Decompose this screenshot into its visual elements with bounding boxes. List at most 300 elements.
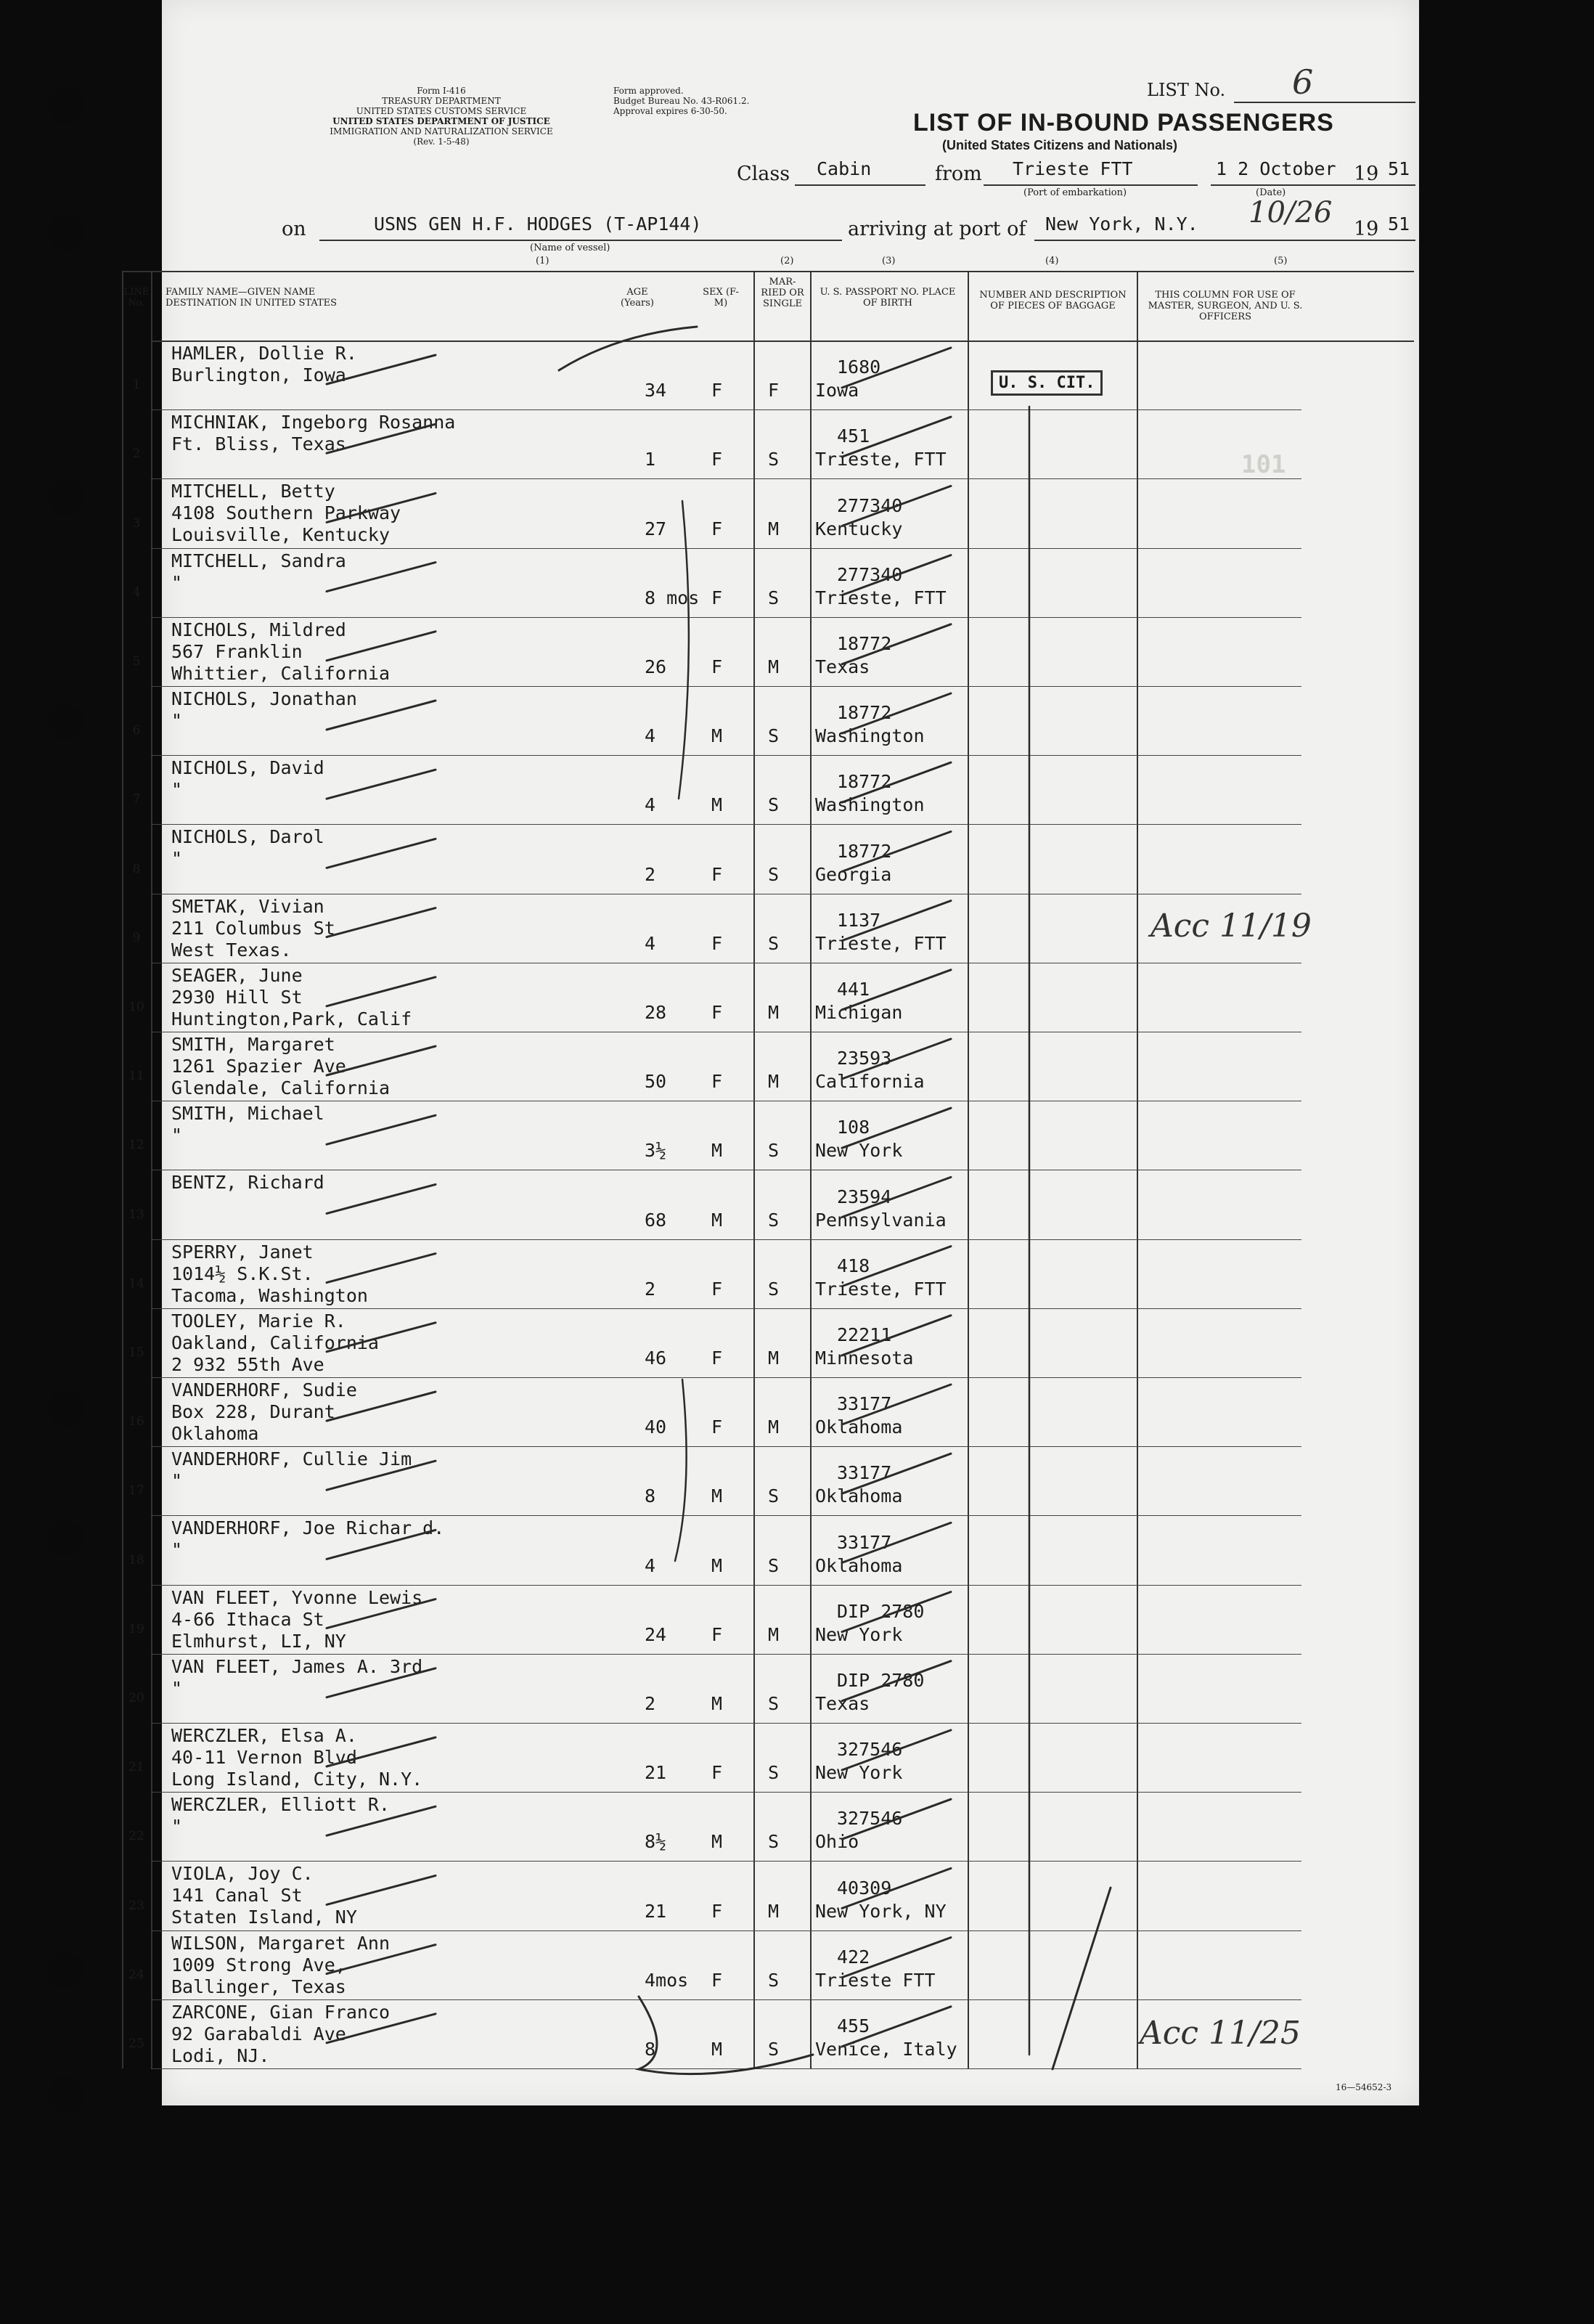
passenger-name: NICHOLS, Jonathan <box>171 688 357 709</box>
passport-number: 18772 <box>837 702 892 724</box>
table-row <box>122 1930 1414 1999</box>
from-label: from <box>935 163 982 185</box>
passenger-name: MITCHELL, Sandra <box>171 550 346 571</box>
marital-status: S <box>768 1831 780 1853</box>
passport-number: 33177 <box>837 1393 892 1415</box>
passenger-destination: 2930 Hill St <box>171 986 303 1008</box>
passenger-name: WERCZLER, Elsa A. <box>171 1725 357 1746</box>
sex: F <box>711 1900 723 1922</box>
list-no-label: LIST No. <box>1147 80 1226 100</box>
passenger-destination: Elmhurst, LI, NY <box>171 1630 346 1652</box>
revision-line: (Rev. 1-5-48) <box>413 136 470 147</box>
passenger-name: BENTZ, Richard <box>171 1172 324 1194</box>
age: 2 <box>645 1278 656 1300</box>
on-label: on <box>282 218 306 240</box>
passport-number: 1137 <box>837 909 881 931</box>
marital-status: S <box>768 2038 780 2060</box>
form-agency-block <box>282 86 601 147</box>
sex: M <box>711 725 723 747</box>
line-number: 22 <box>128 1829 144 1844</box>
passenger-destination: 4108 Southern Parkway <box>171 502 401 524</box>
marital-status: S <box>768 794 780 816</box>
class-label: Class <box>737 163 790 185</box>
document-title: LIST OF IN-BOUND PASSENGERS <box>913 109 1334 136</box>
passenger-destination: " <box>171 1470 183 1492</box>
line-number: 11 <box>128 1069 144 1084</box>
passenger-destination: " <box>171 1539 183 1561</box>
age: 50 <box>645 1071 667 1093</box>
place-of-birth: New York, NY <box>815 1900 947 1922</box>
passenger-name: SMITH, Margaret <box>171 1034 335 1055</box>
table-row <box>122 1170 1414 1239</box>
place-of-birth: Georgia <box>815 863 892 885</box>
passenger-destination: Lodi, NJ. <box>171 2044 270 2066</box>
place-of-birth: Minnesota <box>815 1347 914 1369</box>
passenger-destination: Whittier, California <box>171 662 391 684</box>
sex: F <box>711 380 723 401</box>
place-of-birth: Pennsylvania <box>815 1209 947 1231</box>
passenger-destination: " <box>171 1125 183 1146</box>
passenger-destination: " <box>171 848 183 870</box>
line-number: 6 <box>132 723 141 738</box>
line-number: 16 <box>128 1414 144 1430</box>
sex: M <box>711 1692 723 1714</box>
line-number: 18 <box>128 1552 144 1567</box>
line-number: 12 <box>128 1138 144 1153</box>
port-caption: (Port of embarkation) <box>1023 187 1127 198</box>
sex: F <box>711 1278 723 1300</box>
passenger-name: MICHNIAK, Ingeborg Rosanna <box>171 412 456 433</box>
table-row <box>122 1446 1414 1515</box>
place-of-birth: Oklahoma <box>815 1554 903 1576</box>
age: 4 <box>645 1554 656 1576</box>
sex: F <box>711 1416 723 1438</box>
passenger-destination: 1009 Strong Ave, <box>171 1954 346 1976</box>
line-number: 9 <box>132 930 141 945</box>
passport-number: 33177 <box>837 1462 892 1484</box>
col-header-passport: U. S. PASSPORT NO. PLACE OF BIRTH <box>820 287 956 309</box>
arrival-port: New York, N.Y. <box>1045 213 1198 235</box>
marital-status: S <box>768 1554 780 1576</box>
passenger-destination: 141 Canal St <box>171 1885 303 1907</box>
passenger-name: VANDERHORF, Cullie Jim <box>171 1448 412 1470</box>
passenger-destination: Staten Island, NY <box>171 1907 357 1928</box>
place-of-birth: Trieste FTT <box>815 1969 936 1991</box>
age: 1 <box>645 449 656 470</box>
year-value: 51 <box>1388 158 1410 179</box>
table-row <box>122 1792 1414 1861</box>
line-number: 1 <box>132 378 141 393</box>
sex: F <box>711 587 723 608</box>
passenger-destination: West Texas. <box>171 939 292 961</box>
vessel-caption: (Name of vessel) <box>530 242 610 253</box>
binder-hole <box>48 704 84 741</box>
sex: F <box>711 1969 723 1991</box>
officer-annotation: Acc 11/19 <box>1150 908 1312 945</box>
passenger-destination: 1014½ S.K.St. <box>171 1263 314 1284</box>
marital-status: M <box>768 1900 780 1922</box>
marital-status: S <box>768 587 780 608</box>
place-of-birth: Oklahoma <box>815 1485 903 1507</box>
passenger-destination: " <box>171 1677 183 1699</box>
table-row <box>122 1515 1414 1584</box>
passport-number: 441 <box>837 978 870 1000</box>
sex: F <box>711 1001 723 1023</box>
passenger-name: VAN FLEET, James A. 3rd <box>171 1655 423 1677</box>
document-subtitle: (United States Citizens and Nationals) <box>942 138 1178 152</box>
sex: F <box>711 863 723 885</box>
passport-number: 23593 <box>837 1048 892 1069</box>
sex: M <box>711 1140 723 1162</box>
passport-number: 108 <box>837 1117 870 1138</box>
line-number: 15 <box>128 1345 144 1360</box>
age: 21 <box>645 1900 667 1922</box>
marital-status: S <box>768 449 780 470</box>
class-value: Cabin <box>817 158 872 179</box>
passenger-name: ZARCONE, Gian Franco <box>171 2001 391 2023</box>
passenger-name: VIOLA, Joy C. <box>171 1863 314 1885</box>
marital-status: S <box>768 1209 780 1231</box>
row-rule <box>151 2068 1301 2069</box>
passport-number: 327546 <box>837 1808 903 1830</box>
year-prefix: 19 <box>1354 163 1379 185</box>
binder-hole <box>48 87 84 123</box>
marital-status: M <box>768 1416 780 1438</box>
sex: M <box>711 1209 723 1231</box>
place-of-birth: New York <box>815 1140 903 1162</box>
line-number: 19 <box>128 1621 144 1636</box>
passenger-name: NICHOLS, Darol <box>171 826 324 848</box>
marital-status: M <box>768 518 780 539</box>
line-number: 3 <box>132 515 141 531</box>
col-index: (4) <box>1045 256 1059 266</box>
marital-status: S <box>768 863 780 885</box>
table-row <box>122 617 1414 686</box>
line-number: 14 <box>128 1276 144 1291</box>
passport-number: 33177 <box>837 1531 892 1553</box>
passport-number: 18772 <box>837 632 892 654</box>
vessel-name: USNS GEN H.F. HODGES (T-AP144) <box>374 213 702 235</box>
col-header-sex: SEX (F-M) <box>703 287 739 309</box>
year-value-2: 51 <box>1388 213 1410 235</box>
place-of-birth: Iowa <box>815 380 859 401</box>
passenger-destination: Long Island, City, N.Y. <box>171 1769 423 1790</box>
age: 3½ <box>645 1140 667 1162</box>
agency-line: UNITED STATES DEPARTMENT OF JUSTICE <box>332 116 550 126</box>
line-number: 2 <box>132 447 141 462</box>
passenger-name: VANDERHORF, Sudie <box>171 1379 357 1400</box>
place-of-birth: Washington <box>815 725 925 747</box>
table-row <box>122 478 1414 547</box>
table-row <box>122 1723 1414 1792</box>
passenger-destination: 4-66 Ithaca St <box>171 1608 324 1630</box>
sex: M <box>711 2038 723 2060</box>
passenger-destination: Ballinger, Texas <box>171 1976 346 1997</box>
passenger-destination: 211 Columbus St <box>171 917 335 939</box>
passenger-destination: 40-11 Vernon Blvd <box>171 1747 357 1768</box>
date-value: 1 2 October <box>1216 158 1336 179</box>
passport-number: 455 <box>837 2015 870 2036</box>
place-of-birth: Ohio <box>815 1831 859 1853</box>
table-row <box>122 1101 1414 1170</box>
age: 8 <box>645 2038 656 2060</box>
marital-status: S <box>768 1969 780 1991</box>
list-no-underline <box>1234 102 1415 103</box>
line-number: 5 <box>132 653 141 669</box>
marital-status: M <box>768 1001 780 1023</box>
passport-number: 422 <box>837 1946 870 1968</box>
table-row <box>122 1861 1414 1930</box>
place-of-birth: Venice, Italy <box>815 2038 957 2060</box>
arriving-label: arriving at port of <box>848 218 1026 240</box>
marital-status: S <box>768 1278 780 1300</box>
col-index: (3) <box>882 256 896 266</box>
us-citizen-stamp: U. S. CIT. <box>991 370 1103 396</box>
col-header-officers: THIS COLUMN FOR USE OF MASTER, SURGEON, AND U. S. OFFICERS <box>1148 290 1303 322</box>
place-of-birth: Michigan <box>815 1001 903 1023</box>
line-number: 7 <box>132 792 141 807</box>
age: 2 <box>645 863 656 885</box>
binder-hole <box>48 1521 84 1557</box>
place-of-birth: Trieste, FTT <box>815 1278 947 1300</box>
marital-status: M <box>768 1071 780 1093</box>
col-index: (2) <box>780 256 794 266</box>
table-row <box>122 755 1414 824</box>
passenger-destination: Louisville, Kentucky <box>171 524 391 546</box>
passenger-name: SMETAK, Vivian <box>171 895 324 917</box>
from-value: Trieste FTT <box>1013 158 1133 179</box>
passport-number: 40309 <box>837 1877 892 1899</box>
sex: F <box>711 1762 723 1784</box>
marital-status: M <box>768 1347 780 1369</box>
marital-status: F <box>768 380 780 401</box>
place-of-birth: New York <box>815 1623 903 1645</box>
approval-line: Budget Bureau No. 43-R061.2. <box>613 96 750 106</box>
passenger-destination: Burlington, Iowa <box>171 364 346 386</box>
table-row <box>122 686 1414 755</box>
passenger-destination: " <box>171 571 183 593</box>
passenger-destination: 92 Garabaldi Ave <box>171 2023 346 2044</box>
age: 8½ <box>645 1831 667 1853</box>
marital-status: S <box>768 932 780 954</box>
marital-status: M <box>768 656 780 677</box>
age: 46 <box>645 1347 667 1369</box>
marital-status: S <box>768 1692 780 1714</box>
col-index: (1) <box>536 256 549 266</box>
line-number: 10 <box>128 999 144 1014</box>
age: 4 <box>645 794 656 816</box>
passenger-destination: 567 Franklin <box>171 640 303 662</box>
col-header-married: MAR- RIED OR SINGLE <box>761 277 804 309</box>
year-prefix-2: 19 <box>1354 218 1379 240</box>
line-number: 8 <box>132 861 141 876</box>
age: 4 <box>645 932 656 954</box>
table-row <box>122 341 1414 409</box>
approval-line: Approval expires 6-30-50. <box>613 106 727 116</box>
sex: M <box>711 1554 723 1576</box>
sex: F <box>711 656 723 677</box>
binder-hole <box>48 1390 84 1427</box>
passenger-table <box>122 271 1414 2068</box>
table-row <box>122 1239 1414 1308</box>
passenger-destination: " <box>171 710 183 731</box>
col-header-baggage: NUMBER AND DESCRIPTION OF PIECES OF BAGGAGE <box>979 290 1127 311</box>
binder-hole <box>48 2076 84 2113</box>
age: 8 mos <box>645 587 700 608</box>
sex: M <box>711 1485 723 1507</box>
passenger-destination: " <box>171 1816 183 1838</box>
passport-number: 18772 <box>837 840 892 862</box>
passenger-destination: " <box>171 779 183 801</box>
passport-number: 1680 <box>837 356 881 378</box>
agency-line: IMMIGRATION AND NATURALIZATION SERVICE <box>330 126 553 136</box>
approval-line: Form approved. <box>613 86 684 96</box>
sex: F <box>711 1071 723 1093</box>
date-underline <box>1211 184 1415 186</box>
sex: F <box>711 932 723 954</box>
list-no-value: 6 <box>1292 62 1314 102</box>
passenger-name: MITCHELL, Betty <box>171 481 335 502</box>
passenger-name: WILSON, Margaret Ann <box>171 1932 391 1954</box>
passenger-destination: Glendale, California <box>171 1077 391 1098</box>
line-number: 23 <box>128 1898 144 1913</box>
passenger-destination: Huntington,Park, Calif <box>171 1008 412 1030</box>
sex: F <box>711 1347 723 1369</box>
place-of-birth: Washington <box>815 794 925 816</box>
passenger-destination: Box 228, Durant <box>171 1401 335 1422</box>
line-number: 20 <box>128 1690 144 1705</box>
marital-status: M <box>768 1623 780 1645</box>
passenger-destination: Tacoma, Washington <box>171 1284 368 1306</box>
form-print-code: 16—54652-3 <box>1336 2082 1392 2092</box>
age: 8 <box>645 1485 656 1507</box>
arrival-date-handwritten: 10/26 <box>1248 196 1333 229</box>
passenger-name: WERCZLER, Elliott R. <box>171 1794 391 1816</box>
age: 26 <box>645 656 667 677</box>
passenger-destination: Oakland, California <box>171 1332 379 1353</box>
passport-number: DIP 2780 <box>837 1669 925 1691</box>
passport-number: DIP 2780 <box>837 1600 925 1622</box>
passenger-name: HAMLER, Dollie R. <box>171 343 357 364</box>
sex: M <box>711 1831 723 1853</box>
passenger-name: SPERRY, Janet <box>171 1241 314 1263</box>
place-of-birth: Kentucky <box>815 518 903 539</box>
col-header-name: FAMILY NAME—GIVEN NAME DESTINATION IN UNITED STATES <box>165 287 338 309</box>
age: 40 <box>645 1416 667 1438</box>
age: 4 <box>645 725 656 747</box>
age: 2 <box>645 1692 656 1714</box>
officer-annotation: Acc 11/25 <box>1140 2015 1301 2052</box>
date-caption: (Date) <box>1256 187 1286 198</box>
line-number: 21 <box>128 1760 144 1775</box>
passenger-name: TOOLEY, Marie R. <box>171 1310 346 1332</box>
passenger-name: SMITH, Michael <box>171 1103 324 1125</box>
passenger-name: NICHOLS, David <box>171 757 324 779</box>
table-row <box>122 1377 1414 1446</box>
passport-number: 18772 <box>837 771 892 793</box>
sex: M <box>711 794 723 816</box>
place-of-birth: Texas <box>815 1692 870 1714</box>
passenger-destination: Oklahoma <box>171 1423 259 1444</box>
place-of-birth: Oklahoma <box>815 1416 903 1438</box>
agency-line: UNITED STATES CUSTOMS SERVICE <box>356 106 527 116</box>
faint-number: 101 <box>1241 450 1286 479</box>
col-index: (5) <box>1274 256 1288 266</box>
form-approval-block <box>613 86 749 116</box>
passenger-destination: Ft. Bliss, Texas <box>171 433 346 455</box>
age: 24 <box>645 1623 667 1645</box>
marital-status: S <box>768 1140 780 1162</box>
passenger-destination: 2 932 55th Ave <box>171 1353 324 1375</box>
line-number: 17 <box>128 1483 144 1499</box>
passenger-name: VAN FLEET, Yvonne Lewis <box>171 1586 423 1608</box>
from-underline <box>984 184 1198 186</box>
age: 27 <box>645 518 667 539</box>
binder-hole <box>48 1953 84 1989</box>
place-of-birth: Trieste, FTT <box>815 449 947 470</box>
passport-number: 418 <box>837 1255 870 1276</box>
binder-hole <box>48 214 84 250</box>
place-of-birth: California <box>815 1071 925 1093</box>
marital-status: S <box>768 1485 780 1507</box>
line-number: 4 <box>132 584 141 600</box>
marital-status: S <box>768 1762 780 1784</box>
passport-number: 327546 <box>837 1739 903 1761</box>
age: 4mos <box>645 1969 689 1991</box>
passport-number: 451 <box>837 425 870 447</box>
sex: F <box>711 518 723 539</box>
passenger-destination: 1261 Spazier Ave <box>171 1056 346 1077</box>
arrival-underline <box>1034 240 1415 241</box>
line-number: 25 <box>128 2036 144 2051</box>
age: 34 <box>645 380 667 401</box>
place-of-birth: New York <box>815 1762 903 1784</box>
line-number: 24 <box>128 1967 144 1982</box>
table-row <box>122 824 1414 893</box>
age: 28 <box>645 1001 667 1023</box>
line-number: 13 <box>128 1207 144 1222</box>
passenger-name: NICHOLS, Mildred <box>171 619 346 640</box>
passport-number: 22211 <box>837 1324 892 1345</box>
passport-number: 277340 <box>837 494 903 516</box>
place-of-birth: Trieste, FTT <box>815 932 947 954</box>
age: 68 <box>645 1209 667 1231</box>
col-header-age: AGE (Years) <box>621 287 654 309</box>
table-top-rule <box>122 271 1414 272</box>
marital-status: S <box>768 725 780 747</box>
vessel-underline <box>319 240 842 241</box>
passenger-name: VANDERHORF, Joe Richar d. <box>171 1517 445 1539</box>
table-row <box>122 1585 1414 1654</box>
col-header-line-no: LINE No. <box>123 287 150 309</box>
table-row <box>122 409 1414 478</box>
table-row <box>122 1032 1414 1101</box>
table-row <box>122 1308 1414 1377</box>
agency-line: TREASURY DEPARTMENT <box>382 96 501 106</box>
place-of-birth: Texas <box>815 656 870 677</box>
place-of-birth: Trieste, FTT <box>815 587 947 608</box>
table-row <box>122 963 1414 1032</box>
sex: F <box>711 1623 723 1645</box>
table-row <box>122 1654 1414 1723</box>
passport-number: 23594 <box>837 1186 892 1207</box>
passenger-name: SEAGER, June <box>171 964 303 986</box>
passport-number: 277340 <box>837 563 903 585</box>
class-underline <box>795 184 925 186</box>
age: 21 <box>645 1762 667 1784</box>
form-number: Form I-416 <box>417 86 466 96</box>
table-row <box>122 548 1414 617</box>
